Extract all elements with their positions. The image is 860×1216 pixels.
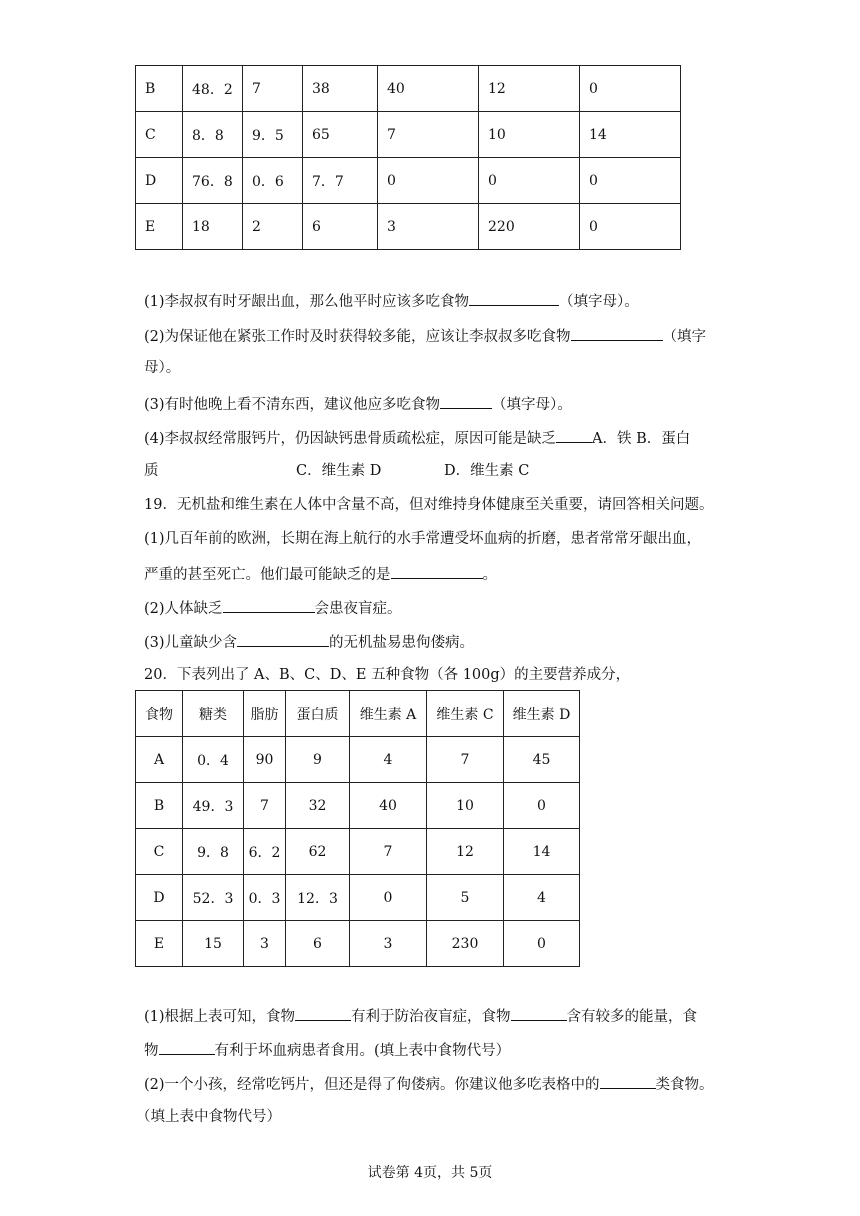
q20-part1: (1)根据上表可知，食物 有利于防治夜盲症，食物 含有较多的能量，食 <box>144 1005 697 1027</box>
answer-blank[interactable] <box>469 290 559 306</box>
table-cell: 7 <box>244 783 286 829</box>
answer-blank[interactable] <box>237 631 329 647</box>
table-cell: 10 <box>427 783 504 829</box>
table-cell: 230 <box>427 921 504 967</box>
table-cell: 45 <box>504 737 580 783</box>
table-cell: 18 <box>183 204 243 250</box>
q18-part2 <box>144 325 706 347</box>
table-cell: 7 <box>427 737 504 783</box>
table-cell: 49．3 <box>183 783 244 829</box>
table-header-cell: 脂肪 <box>244 691 286 737</box>
table-cell: 0 <box>350 875 427 921</box>
table-header-row <box>136 691 580 737</box>
answer-blank[interactable] <box>440 393 492 409</box>
q19-part1-cont: 严重的甚至死亡。他们最可能缺乏的是 。 <box>144 563 497 585</box>
table-cell: 3 <box>244 921 286 967</box>
table-cell: A <box>136 737 183 783</box>
answer-blank[interactable] <box>223 597 315 613</box>
table-header-cell: 蛋白质 <box>286 691 350 737</box>
q20-intro: 20．下表列出了 A、B、C、D、E 五种食物（各 100g）的主要营养成分， <box>144 667 631 683</box>
table-cell: 8．8 <box>183 112 243 158</box>
table-cell: 220 <box>479 204 580 250</box>
table-cell: 40 <box>378 66 479 112</box>
table-row <box>136 921 580 967</box>
table-cell: 0 <box>504 783 580 829</box>
q18-part2-cont <box>144 358 180 378</box>
answer-blank[interactable] <box>159 1039 215 1055</box>
table-cell: 14 <box>580 112 681 158</box>
table-cell: 0 <box>580 66 681 112</box>
nutrition-table-2 <box>135 690 580 967</box>
answer-blank[interactable] <box>295 1005 351 1021</box>
table-cell: 7 <box>350 829 427 875</box>
table-cell: 90 <box>244 737 286 783</box>
table-cell: 7．7 <box>303 158 378 204</box>
table-cell: 48．2 <box>183 66 243 112</box>
table-row <box>136 66 681 112</box>
table-row <box>136 783 580 829</box>
table-cell: 0．3 <box>244 875 286 921</box>
q18-part4-text: (4)李叔叔经常服钙片，仍因缺钙患骨质疏松症，原因可能是缺乏 <box>144 431 557 447</box>
table-cell: 2 <box>243 204 303 250</box>
table-cell: 0 <box>479 158 580 204</box>
q18-part1 <box>144 290 639 312</box>
table-cell: 12 <box>427 829 504 875</box>
table-cell: 40 <box>350 783 427 829</box>
table-cell: E <box>136 204 183 250</box>
table-row <box>136 112 681 158</box>
table-cell: 52．3 <box>183 875 244 921</box>
table-cell: B <box>136 66 183 112</box>
table-row <box>136 204 681 250</box>
q18-part2-hint-cont: 母）。 <box>144 360 181 376</box>
table-cell: C <box>136 829 183 875</box>
table-cell: D <box>136 875 183 921</box>
table-cell: 6 <box>286 921 350 967</box>
q18-option-c: C．维生素 D <box>296 463 382 479</box>
table-cell: 7 <box>378 112 479 158</box>
table-cell: 32 <box>286 783 350 829</box>
q18-part4-cont <box>144 461 159 481</box>
table-cell: 3 <box>378 204 479 250</box>
table-cell: 0 <box>580 158 681 204</box>
q20-part1-cont: 物 有利于坏血病患者食用。(填上表中食物代号） <box>144 1039 510 1061</box>
q18-part2-hint: （填字 <box>662 329 707 345</box>
table-cell: 9．5 <box>243 112 303 158</box>
table-cell: 15 <box>183 921 244 967</box>
q20-part2: (2)一个小孩，经常吃钙片，但还是得了佝偻病。你建议他多吃表格中的 类食物。 <box>144 1073 714 1095</box>
table-cell: C <box>136 112 183 158</box>
table-cell: 62 <box>286 829 350 875</box>
q18-part2-text: (2)为保证他在紧张工作时及时获得较多能，应该让李叔叔多吃食物 <box>144 329 571 345</box>
table-cell: 6 <box>303 204 378 250</box>
q18-part1-hint: （填字母）。 <box>559 294 639 310</box>
table-header-cell: 食物 <box>136 691 183 737</box>
q18-option-d: D．维生素 C <box>444 463 530 479</box>
answer-blank[interactable] <box>391 563 483 579</box>
table-cell: 0．6 <box>243 158 303 204</box>
table-cell: 10 <box>479 112 580 158</box>
table-cell: 38 <box>303 66 378 112</box>
q18-part3-hint: （填字母）。 <box>492 397 572 413</box>
table-cell: 12．3 <box>286 875 350 921</box>
table-header-cell: 维生素 C <box>427 691 504 737</box>
answer-blank[interactable] <box>571 325 663 341</box>
table-cell: 14 <box>504 829 580 875</box>
table-cell: B <box>136 783 183 829</box>
table-cell: D <box>136 158 183 204</box>
q18-part4-option-cont: 质 <box>144 463 159 479</box>
q18-part4-options: A．铁 B．蛋白 <box>592 431 691 447</box>
table-cell: 0 <box>580 204 681 250</box>
table-cell: 3 <box>350 921 427 967</box>
table-cell: 0 <box>504 921 580 967</box>
answer-blank[interactable] <box>511 1005 567 1021</box>
table-cell: 6．2 <box>244 829 286 875</box>
table-cell: 76．8 <box>183 158 243 204</box>
answer-blank[interactable] <box>600 1073 656 1089</box>
q19-part2: (2)人体缺乏 会患夜盲症。 <box>144 597 402 619</box>
table-cell: 9 <box>286 737 350 783</box>
table-cell: 0．4 <box>183 737 244 783</box>
table-header-cell: 维生素 D <box>504 691 580 737</box>
table-cell: 12 <box>479 66 580 112</box>
q18-part3-text: (3)有时他晚上看不清东西，建议他应多吃食物 <box>144 397 441 413</box>
table-cell: 0 <box>378 158 479 204</box>
table-header-cell: 糖类 <box>183 691 244 737</box>
q18-part3 <box>144 393 572 415</box>
q18-part1-text: (1)李叔叔有时牙龈出血，那么他平时应该多吃食物 <box>144 294 470 310</box>
table-cell: 5 <box>427 875 504 921</box>
table-cell: 4 <box>504 875 580 921</box>
q19-intro: 19．无机盐和维生素在人体中含量不高，但对维持身体健康至关重要，请回答相关问题。 <box>144 497 714 513</box>
q19-part1: (1)几百年前的欧洲，长期在海上航行的水手常遭受坏血病的折磨，患者常常牙龈出血， <box>144 531 702 547</box>
table-cell: 7 <box>243 66 303 112</box>
table-row <box>136 829 580 875</box>
q20-part2-cont: （填上表中食物代号） <box>136 1109 281 1125</box>
table-cell: 9．8 <box>183 829 244 875</box>
q19-part3: (3)儿童缺少含 的无机盐易患佝偻病。 <box>144 631 474 653</box>
table-row <box>136 875 580 921</box>
table-cell: E <box>136 921 183 967</box>
answer-blank[interactable] <box>556 427 592 443</box>
table-header-cell: 维生素 A <box>350 691 427 737</box>
q18-part4 <box>144 427 690 449</box>
table-row <box>136 158 681 204</box>
nutrition-table-1 <box>135 65 681 250</box>
table-row <box>136 737 580 783</box>
table-cell: 4 <box>350 737 427 783</box>
page-footer: 试卷第 4页，共 5页 <box>367 1165 493 1181</box>
table-cell: 65 <box>303 112 378 158</box>
